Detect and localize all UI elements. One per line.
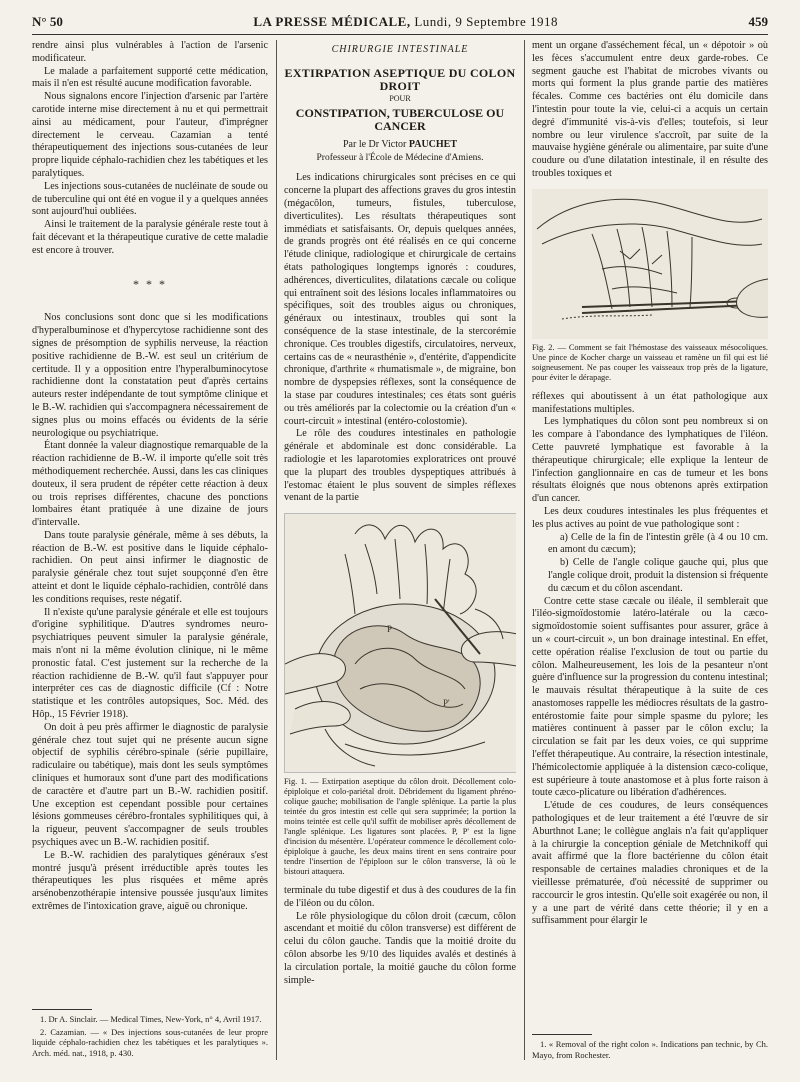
paragraph: rendre ainsi plus vulnérables à l'action de l'arsenic modificateur.	[32, 40, 268, 64]
paragraph: Les lymphatiques du côlon sont peu nombreux si on les compare à l'abondance des lymphatiques de l'iléon. Cette pauvreté lymphatique est favorable à la thérapeutique chirurgicale; elle explique la lenteur de l'infection ganglionnaire en cas de tumeur et les bons résultats éloignés que nous obtenons après extirpation d'un cancer.	[532, 416, 768, 505]
column-rule	[524, 40, 525, 1060]
author-line	[284, 139, 516, 152]
footnotes	[532, 1034, 768, 1060]
column-rule	[276, 40, 277, 1060]
author-name: PAUCHET	[408, 138, 458, 150]
svg-text:P': P'	[443, 698, 450, 709]
footnote: 1. Dr A. Sinclair. — Medical Times, New-York, n° 4, Avril 1917.	[40, 1014, 262, 1024]
page-header	[32, 14, 768, 35]
paragraph: Étant donnée la valeur diagnostique remarquable de la réaction rachidienne de B.-W. il importe qu'elle soit très méthodiquement recherchée. Aussi, dans les cas cliniques douteux, il sera prudent de répéter cette réaction à deux ou trois reprises différentes, chacune des ponctions lombaires étant pratiquée à une dizaine de jours d'intervalle.	[32, 440, 268, 529]
paragraph: Nos conclusions sont donc que si les modifications d'hyperalbuminose et d'hypercytose rachidienne sont des signes de présomption de syphilis nerveuse, la réaction positive rachidienne de B.-W. est seul un critérium de certitude. Il y a opposition entre l'hyperalbuminocytose rachidienne dont la constatation peut d'après certains auteurs rester indépendante de tout symptôme clinique et le B.-W. rachidien qui s'accompagnera nécessairement de signes plus ou moins effacés ou évidents de la série neurologique ou psychiatrique.	[32, 312, 268, 439]
paragraph: terminale du tube digestif et dus à des coudures de la fin de l'iléon ou du côlon.	[284, 885, 516, 909]
hemostasis-illustration	[532, 189, 768, 339]
article-title: EXTIRPATION ASEPTIQUE DU COLON DROIT	[284, 65, 516, 93]
list-item: a) Celle de la fin de l'intestin grêle (à 4 ou 10 cm. en amont du cæcum);	[548, 531, 768, 556]
figure-2-caption: Fig. 2. — Comment se fait l'hémostase des vaisseaux mésocoliques. Une pince de Kocher charge un vaisseau et ramène un fil qui est lié soigneusement. Ne pas couper les vaisseaux trop près de la ligature, pour éviter le dérapage.	[532, 342, 768, 382]
paragraph: Le malade a parfaitement supporté cette médication, mais il n'en est résulté aucune modification favorable.	[32, 65, 268, 90]
paragraph: ment un organe d'asséchement fécal, un « dépotoir » où les fèces s'accumulent entre deux garde-robes. Ce segment gauche est l'habitat de microbes vivants ou morts qui forment la plus grande partie des matières fécales. Comme ces bactéries ont élu domicile dans l'intestin pour toute la vie, celui-ci a acquis un certain degré d'immunité vis-à-vis d'elles; toutefois, si leur nombre ou leur virulence s'accroît, par suite de la mauvaise hygiène générale ou alimentaire, par suite d'une coudure ou d'une dilatation intestinale, il en résulte des troubles toxiques et	[532, 40, 768, 179]
paragraph: L'étude de ces coudures, de leurs conséquences pathologiques et de leur traitement a été l'œuvre de sir Aburthnot Lane; le collègue anglais n'a fait qu'appliquer à la chirurgie la conception géniale de Metchnikoff qui avait affirmé que la flore bactérienne du côlon était responsable de certaines maladies chroniques et de la vieillesse prématurée, d'où nécessité de supprimer ou raccourcir le gros intestin. Qu'elle soit exagérée ou non, il y a une part de vérité dans cette théorie; il y en a suffisamment pour élargir le	[532, 800, 768, 927]
svg-text:P: P	[387, 624, 393, 635]
footnote: 2. Cazamian. — « Des injections sous-cutanées de leur propre liquide céphalo-rachidien chez les tabétiques et les paralytiques ». Arch. méd. nat., 1918, p. 430.	[32, 1026, 268, 1058]
paragraph: Les indications chirurgicales sont précises en ce qui concerne la plupart des affections graves du gros intestin (mégacôlon, tumeurs, fistules, tuberculose, diverticulites). Les résultats thérapeutiques sont immédiats et satisfaisants. Or, depuis quelques années, de grands progrès ont été réalisés en ce qui concerne l'étude clinique, radiologique et chirurgicale de certains états pathologiques longtemps ignorés : coudures, adhérences, diverticulites, dilatations cæcale ou colique qui entraînent soit des lésions locales inflammatoires ou spécifiques, soit des troubles aigus ou chroniques, généraux ou intestinaux, troubles qui sont la conséquence de la stase intestinale, de la stercorémie chronique. Ces troubles digestifs, circulatoires, nerveux, certains cas de « neurasthénie », d'entérite, d'appendicite chronique, d'arthrite « rhumatismale », de migraine, bon nombre de dyspepsies réflexes, sont la conséquence de la stase par coudures intestinales; ces états sont guéris ou très améliorés par la colectomie ou la création d'un « court-circuit » intestinal (entéro-colostomie).	[284, 172, 516, 427]
column-3	[532, 40, 768, 1060]
paragraph: Le rôle des coudures intestinales en pathologie générale et abdominale est donc considérable. La radiologie et les laparotomies exploratrices ont prouvé que la plupart des troubles dyspeptiques attribués à l'estomac étaient le plus souvent de simples réflexes venant de la partie	[284, 428, 516, 504]
column-2	[284, 40, 516, 1060]
paragraph: On doit à peu près affirmer le diagnostic de paralysie générale chez tout sujet qui ne présente aucun signe objectif de syphilis cérébro-spinale (série pupillaire, radiculaire ou tabétique), mais dont les seuls symptômes cliniques et humoraux sont d'une part des modifications de caractère et d'autre part un B.-W. rachidien positif. Une exception est cependant possible pour certaines lésions gommeuses cérébro-frontales syphilitiques qui, à la rigueur, peuvent s'accompagner de seuls troubles psychiques avec un B.-W. rachidien positif.	[32, 721, 268, 849]
list-item: b) Celle de l'angle colique gauche qui, plus que l'angle colique droit, produit la distension si fréquente du cæcum et du côlon ascendant.	[548, 557, 768, 594]
footnote-separator	[32, 1009, 92, 1010]
column-1	[32, 40, 268, 1060]
section-label: CHIRURGIE INTESTINALE	[331, 44, 469, 55]
figure-1-illustration	[284, 513, 516, 773]
paragraph: Le rôle physiologique du côlon droit (cæcum, côlon ascendant et moitié du côlon transverse) est différent de celui du côlon gauche. Tandis que la moitié droite du côlon absorbe les 9/10 des liquides avalés et destinés à la circulation portale, la moitié gauche du côlon forme simple-	[284, 910, 516, 986]
issue-date: Lundi, 9 Septembre 1918	[414, 14, 558, 29]
paragraph: Nous signalons encore l'injection d'arsenic par l'artère carotide interne mise directement à nu et qui permettrait ainsi au médicament, pour l'auteur, d'imprégner directement le cerveau. Cazamian a tenté thérapeutiquement des injections sous-cutanées de leur propre liquide céphalo-rachidien chez les tabétiques et les paralytiques.	[32, 91, 268, 179]
figure-1-caption: Fig. 1. — Extirpation aseptique du côlon droit. Décollement colo-épiploïque et colo-pariétal droit. Débridement du ligament phréno-colique gauche; mobilisation de l'angle splénique. La partie la plus teintée du gros intestin est celle qui sera supprimée; la portion la moins teintée est celle qu'il suffit de mobiliser après décollement de l'angle splénique. Les ligatures sont placées. P, P' est la ligne d'incision du mésentère. L'opérateur commence le décollement colo-épiploïque à gauche, les deux mains tirent en sens contraire pour tendre l'insertion de l'épiploon sur le côlon transverse, là où le bistouri attaquera.	[284, 777, 516, 877]
paragraph: Contre cette stase cæcale ou iléale, il semblerait que l'iléo-sigmoïdostomie latéro-latérale ou la cæco-sigmoïdostomie soient suffisantes pour assurer, grâce à un « court-circuit », un bon drainage intestinal. En effet, cette opération réalise l'exclusion de tout ou partie du côlon. Malheureusement, les lois de la pesanteur n'ont guère d'influence sur la progression du contenu intestinal; le mauvais résultat thérapeutique à la suite de ces anastomoses rappelle les médiocres résultats de la gastro-entérostomie faite pour simple spasme du pylore; les matières continuent à passer par le côlon exclu; la circulation se fait par les deux voies, ce qui supprime l'effet thérapeutique. Au contraire, la résection intestinale, l'hémicolectomie appliquée à la distension cæco-colique, est supérieure à toute anastomose et à plus forte raison à toute cæco-plicature ou libération d'adhérences.	[532, 595, 768, 799]
journal-title	[253, 14, 558, 30]
paragraph: Le B.-W. rachidien des paralytiques généraux s'est montré jusqu'à présent irréductible après toutes les thérapeutiques les plus risquées et même après arsénobenzothérapie intensive poussée jusqu'aux limites extrêmes de l'intoxication grave, aiguë ou chronique.	[32, 849, 268, 912]
paragraph: Les deux coudures intestinales les plus fréquentes et les plus actives au point de vue pathologique sont :	[532, 505, 768, 530]
footnote: 1. « Removal of the right colon ». Indications pan technic, by Ch. Mayo, from Rochester.	[532, 1039, 768, 1060]
article-subtitle: CONSTIPATION, TUBERCULOSE OU CANCER	[295, 106, 505, 133]
footnote-separator	[532, 1034, 592, 1035]
author-affiliation: Professeur à l'École de Médecine d'Amiens.	[316, 152, 484, 163]
title-connector: POUR	[389, 94, 411, 104]
paragraph: Il n'existe qu'une paralysie générale et elle est toujours d'origine syphilitique. D'autres syndromes neuro-psychiatriques peuvent simuler la paralysie générale, mais n'ont ni la même évolution clinique, ni le même pronostic fatal. C'est justement sur la recherche de la réaction rachidienne de B.-W. qu'il faut s'appuyer pour interpréter ces cas de diagnostic difficile (Cf : Notre statistique et les contrôles autopsiques, Soc. Méd. des Hôp., 15 Février 1918).	[32, 606, 268, 721]
paragraph: Les injections sous-cutanées de nucléinate de soude ou de tuberculine qui ont été en vogue il y a quelques années sont aujourd'hui oubliées.	[32, 180, 268, 218]
paragraph: Ainsi le traitement de la paralysie générale reste tout à fait décevant et la thérapeutique curative de cette maladie est encore à trouver.	[32, 219, 268, 256]
author-prefix: Par le Dr Victor	[342, 138, 407, 150]
issue-number: N° 50	[32, 14, 63, 29]
paragraph: Dans toute paralysie générale, même à ses débuts, la réaction de B.-W. est positive dans le liquide céphalo-rachidien. On peut ainsi infirmer le diagnostic de paralysie générale chez tout sujet soupçonné d'en être atteint et dont le liquide céphalo-rachidien, contrôlé dans les conditions requises, reste négatif.	[32, 529, 268, 605]
page-number: 459	[748, 14, 768, 29]
article-heading	[284, 44, 516, 164]
footnotes	[32, 1009, 268, 1060]
figure-2-illustration	[532, 189, 768, 339]
surgical-illustration	[285, 514, 516, 772]
paragraph: réflexes qui aboutissent à un état pathologique aux manifestations multiples.	[532, 390, 768, 415]
journal-name: LA PRESSE MÉDICALE,	[253, 14, 411, 29]
section-stars: * * *	[133, 276, 167, 291]
